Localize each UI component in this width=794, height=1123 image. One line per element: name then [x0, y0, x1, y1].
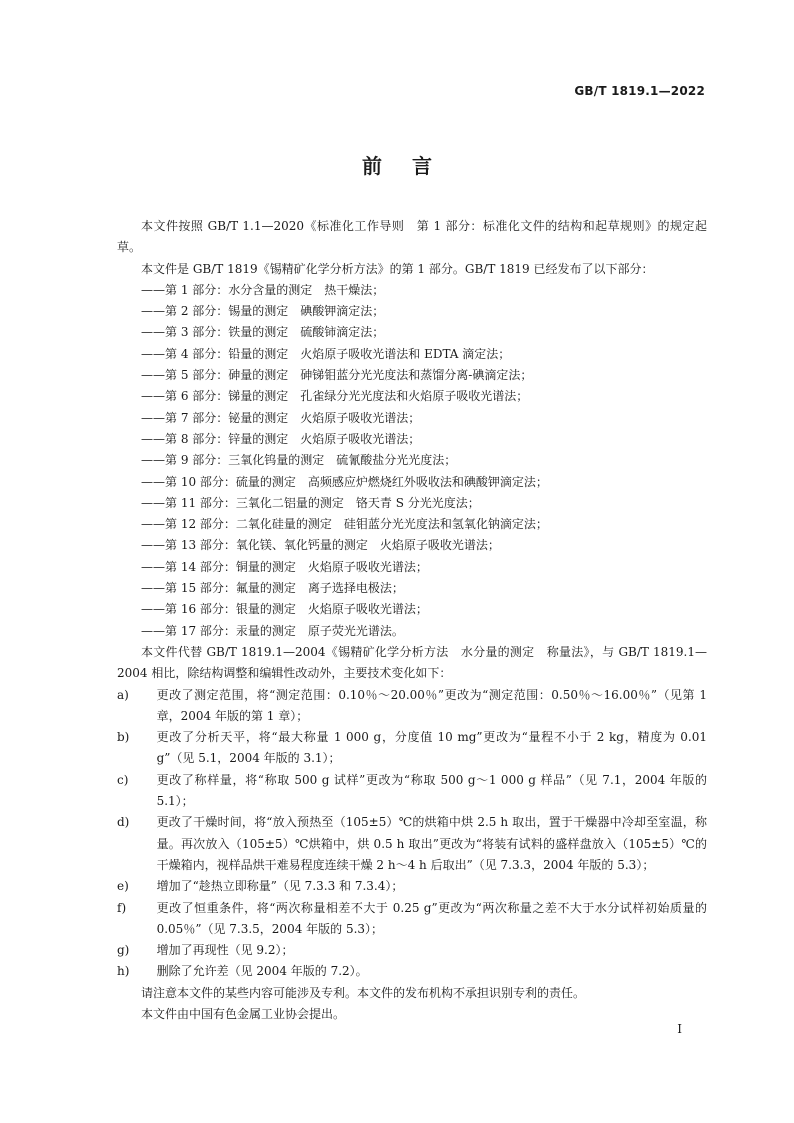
- list-item: ——第 14 部分：铜量的测定 火焰原子吸收光谱法；: [141, 559, 428, 574]
- list-item: ——第 8 部分：锌量的测定 火焰原子吸收光谱法；: [141, 431, 421, 446]
- list-item: ——第 2 部分：锡量的测定 碘酸钾滴定法；: [141, 304, 385, 319]
- change-label: b): [117, 730, 130, 745]
- change-item: [117, 727, 707, 770]
- change-text: 更改了称样量，将“称取 500 g 试样”更改为“称取 500 g～1 000 g 样品”（见 7.1，2004 年版的 5.1）；: [156, 772, 707, 809]
- list-item: ——第 3 部分：铁量的测定 硫酸铈滴定法；: [141, 325, 385, 340]
- change-label: a): [117, 687, 129, 702]
- change-item: [117, 685, 707, 728]
- change-text: 增加了再现性（见 9.2）；: [156, 943, 294, 958]
- list-item: ——第 10 部分：硫量的测定 高频感应炉燃烧红外吸收法和碘酸钾滴定法；: [141, 474, 548, 489]
- proposer-statement: 本文件由中国有色金属工业协会提出。: [141, 1006, 346, 1021]
- list-item: ——第 12 部分：二氧化硅量的测定 硅钼蓝分光光度法和氢氧化钠滴定法；: [141, 517, 548, 532]
- page-title: 前言: [362, 154, 462, 178]
- change-label: f): [117, 900, 127, 915]
- list-item: ——第 17 部分：汞量的测定 原子荧光光谱法。: [141, 623, 404, 638]
- change-item: [117, 812, 707, 876]
- change-label: h): [117, 964, 130, 979]
- list-item: ——第 13 部分：氧化镁、氧化钙量的测定 火焰原子吸收光谱法；: [141, 538, 500, 553]
- list-item: ——第 4 部分：铅量的测定 火焰原子吸收光谱法和 EDTA 滴定法；: [141, 346, 511, 361]
- change-text: 删除了允许差（见 2004 年版的 7.2）。: [156, 964, 368, 979]
- change-item: [117, 876, 707, 897]
- change-text: 更改了测定范围，将“测定范围：0.10％～20.00％”更改为“测定范围：0.50％～16.00％”（见第 1 章，2004 年版的第 1 章）；: [156, 687, 707, 723]
- list-item: ——第 1 部分：水分含量的测定 热干燥法；: [141, 282, 385, 297]
- parts-list: [117, 280, 707, 642]
- list-item: ——第 9 部分：三氧化钨量的测定 硫氰酸盐分光光度法；: [141, 453, 457, 468]
- change-item: [117, 770, 707, 813]
- list-item: ——第 16 部分：银量的测定 火焰原子吸收光谱法；: [141, 602, 428, 617]
- change-label: d): [117, 815, 130, 830]
- patent-notice: 请注意本文件的某些内容可能涉及专利。本文件的发布机构不承担识别专利的责任。: [141, 985, 586, 1000]
- change-label: e): [117, 879, 129, 894]
- list-item: ——第 6 部分：锑量的测定 孔雀绿分光光度法和火焰原子吸收光谱法；: [141, 389, 529, 404]
- change-label: c): [117, 772, 129, 787]
- change-item: [117, 898, 707, 941]
- replace-paragraph: 本文件代替 GB/T 1819.1—2004《锡精矿化学分析方法 水分量的测定 称量法》，与 GB/T 1819.1—2004 相比，除结构调整和编辑性改动外，主要技术变化如下：: [117, 644, 707, 681]
- change-text: 增加了“趁热立即称量”（见 7.3.3 和 7.3.4）；: [156, 879, 404, 894]
- change-label: g): [117, 943, 130, 958]
- document-code: GB/T 1819.1—2022: [574, 84, 705, 98]
- change-text: 更改了恒重条件，将“两次称量相差不大于 0.25 g”更改为“两次称量之差不大于水分试样初始质量的 0.05％”（见 7.3.5，2004 年版的 5.3）；: [156, 900, 707, 936]
- list-item: ——第 15 部分：氟量的测定 离子选择电极法；: [141, 581, 404, 596]
- change-item: [117, 940, 707, 961]
- list-item: ——第 11 部分：三氧化二铝量的测定 铬天青 S 分光光度法；: [141, 495, 480, 510]
- change-item: [117, 961, 707, 982]
- change-text: 更改了分析天平，将“最大称量 1 000 g，分度值 10 mg”更改为“量程不小于 2 kg，精度为 0.01 g”（见 5.1，2004 年版的 3.1）；: [156, 730, 707, 766]
- document-body: [117, 216, 707, 1025]
- changes-list: [117, 685, 707, 983]
- intro-paragraph-2: 本文件是 GB/T 1819《锡精矿化学分析方法》的第 1 部分。GB/T 1819 已经发布了以下部分：: [141, 261, 654, 276]
- intro-paragraph-1: 本文件按照 GB/T 1.1—2020《标准化工作导则 第 1 部分：标准化文件的结构和起草规则》的规定起草。: [117, 219, 707, 255]
- change-text: 更改了干燥时间，将“放入预热至（105±5）℃的烘箱中烘 2.5 h 取出，置于干燥器中冷却至室温，称量。再次放入（105±5）℃烘箱中，烘 0.5 h 取出”更改为“将装有试料的盛样盘放入（105±5）℃的干燥箱内，视样品烘干难易程度连续干燥 2 h～4 h 后取出”（见 7.3.3，2004 年版的 5.3）；: [156, 815, 707, 872]
- page-number: I: [677, 1022, 682, 1036]
- list-item: ——第 7 部分：铋量的测定 火焰原子吸收光谱法；: [141, 410, 421, 425]
- list-item: ——第 5 部分：砷量的测定 砷锑钼蓝分光光度法和蒸馏分离-碘滴定法；: [141, 368, 533, 383]
